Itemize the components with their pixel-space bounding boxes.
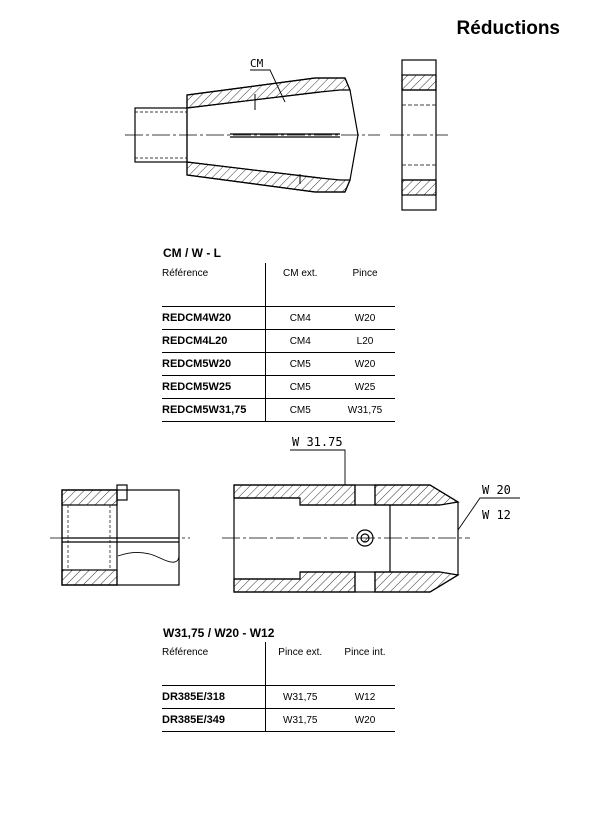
table-header-row — [162, 642, 395, 686]
cell-pince: W20 — [335, 353, 395, 376]
col-header-pince: Pince — [335, 263, 395, 307]
cell-pince: W31,75 — [335, 399, 395, 422]
cell-cm-ext: CM4 — [265, 330, 335, 353]
table-row — [162, 307, 395, 330]
cell-pince: W20 — [335, 307, 395, 330]
cell-pince-ext: W31,75 — [265, 709, 335, 732]
table-row — [162, 330, 395, 353]
cell-reference: REDCM5W20 — [162, 353, 265, 376]
cell-cm-ext: CM5 — [265, 353, 335, 376]
cell-reference: REDCM5W25 — [162, 376, 265, 399]
table-row — [162, 399, 395, 422]
table-row — [162, 686, 395, 709]
table-header-row — [162, 263, 395, 307]
drawing-cm-reduction — [0, 50, 600, 220]
callout-w31-75: W 31.75 — [292, 435, 343, 449]
cell-reference: DR385E/318 — [162, 686, 265, 709]
w-reduction-table — [162, 642, 395, 732]
col-header-cm-ext: CM ext. — [265, 263, 335, 307]
section1-title: CM / W - L — [163, 246, 221, 260]
table-row — [162, 353, 395, 376]
col-header-reference: Référence — [162, 263, 265, 307]
table-row — [162, 709, 395, 732]
cell-pince-ext: W31,75 — [265, 686, 335, 709]
section2-title: W31,75 / W20 - W12 — [163, 626, 275, 640]
cell-reference: DR385E/349 — [162, 709, 265, 732]
callout-w12: W 12 — [482, 508, 511, 522]
cell-reference: REDCM5W31,75 — [162, 399, 265, 422]
col-header-pince-ext: Pince ext. — [265, 642, 335, 686]
callout-w20: W 20 — [482, 483, 511, 497]
cell-pince-int: W12 — [335, 686, 395, 709]
drawing-w-reduction — [0, 430, 600, 600]
cell-reference: REDCM4W20 — [162, 307, 265, 330]
table-row — [162, 376, 395, 399]
col-header-reference: Référence — [162, 642, 265, 686]
cell-cm-ext: CM5 — [265, 376, 335, 399]
col-header-pince-int: Pince int. — [335, 642, 395, 686]
cell-pince: L20 — [335, 330, 395, 353]
cell-reference: REDCM4L20 — [162, 330, 265, 353]
cm-reduction-table — [162, 263, 395, 422]
cell-pince-int: W20 — [335, 709, 395, 732]
cell-pince: W25 — [335, 376, 395, 399]
cell-cm-ext: CM4 — [265, 307, 335, 330]
cell-cm-ext: CM5 — [265, 399, 335, 422]
page-title: Réductions — [456, 18, 560, 39]
callout-cm: CM — [250, 57, 264, 70]
